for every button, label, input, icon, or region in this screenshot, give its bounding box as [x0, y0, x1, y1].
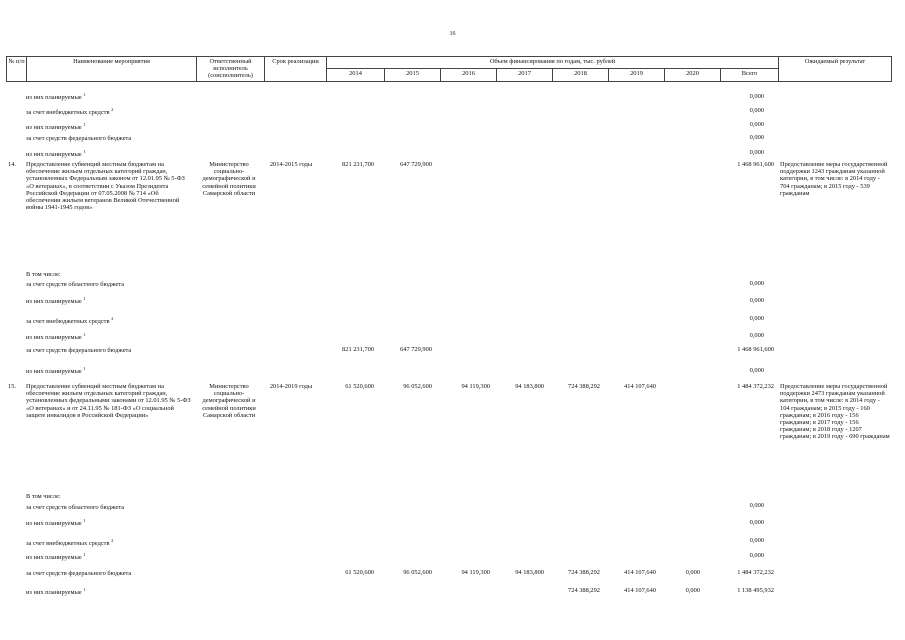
item-14-row-total: 0,000 [749, 280, 764, 287]
item-14-total: 1 468 961,600 [737, 161, 774, 168]
item-15-planned-2018: 724 388,292 [568, 587, 600, 594]
item-14-2014: 821 231,700 [342, 161, 374, 168]
item-14-including: В том числе: [26, 271, 61, 278]
header-year-2014: 2014 [327, 69, 385, 81]
item-15-fed-label: за счет средств федерального бюджета [26, 570, 132, 577]
item-14-row-total: 1 468 961,600 [737, 346, 774, 353]
item-15-row-label: из них планируемые $^1$ [26, 518, 86, 527]
header-result: Ожидаемый результат [779, 57, 892, 82]
top-row-label: за счет средств федерального бюджета [26, 135, 132, 142]
table-header [6, 56, 892, 82]
header-year-2015: 2015 [385, 69, 441, 81]
item-15-2014: 61 520,600 [345, 383, 374, 390]
item-14-term: 2014-2015 годы [269, 161, 313, 168]
item-15-name: Предоставление субвенций местным бюджетам на обеспечение жильем отдельных категорий граждан, установленных федеральными законами от 12.01.95 № 5-ФЗ «О ветеранах» и от 24.11.95 № 181-ФЗ «О социальной защите инвалидов в Российской Федерации» [26, 383, 191, 419]
header-year-2020: 2020 [665, 69, 721, 81]
top-row-total: 0,000 [749, 121, 764, 128]
item-15-row-label: за счет внебюджетных средств $^2$ [26, 538, 114, 547]
item-15-fed-2019: 414 107,640 [624, 569, 656, 576]
item-15-2016: 94 119,300 [461, 383, 490, 390]
top-row-label: из них планируемые $^1$ [26, 149, 86, 158]
item-14-row-2014: 821 231,700 [342, 346, 374, 353]
top-row-label: за счет внебюджетных средств $^2$ [26, 107, 114, 116]
item-15-fed-2014: 61 520,600 [345, 569, 374, 576]
top-row-total: 0,000 [749, 149, 764, 156]
item-15-2015: 96 052,600 [403, 383, 432, 390]
header-total: Всего [721, 69, 779, 81]
item-14-result: Предоставление меры государственной поддержки 1243 гражданам указанной категории, в том числе: в 2014 году - 704 гражданам; в 2015 году - 539 гражданам [780, 161, 888, 197]
page-number: 16 [449, 31, 456, 37]
item-14-number: 14. [8, 161, 16, 168]
header-executor: Ответственный исполнитель (соисполнитель) [197, 57, 265, 82]
item-15-fed-2018: 724 388,292 [568, 569, 600, 576]
item-15-executor: Министерство социально-демографической и семейной политики Самарской области [202, 383, 256, 419]
item-14-executor: Министерство социально-демографической и семейной политики Самарской области [202, 161, 256, 197]
item-15-row-total: 0,000 [749, 552, 764, 559]
item-15-total: 1 484 372,232 [737, 383, 774, 390]
item-15-planned-total: 1 138 495,932 [737, 587, 774, 594]
item-14-row-label: из них планируемые $^1$ [26, 296, 86, 305]
item-15-term: 2014-2019 годы [269, 383, 313, 390]
item-14-row-total: 0,000 [749, 367, 764, 374]
header-no: № п/п [7, 57, 27, 82]
item-15-row-label: из них планируемые $^1$ [26, 552, 86, 561]
item-14-row-total: 0,000 [749, 332, 764, 339]
item-15-result: Предоставление меры государственной поддержки 2473 гражданам указанной категории, в том числе: в 2014 году - 104 гражданам; в 2015 году - 160 гражданам; в 2016 году - 156 гражданам; в 2017 году - 156 гражданам; в 2018 году - 1207 гражданам; в 2019 году - 690 гражданам [780, 383, 890, 441]
item-15-planned-2020: 0,000 [685, 587, 700, 594]
item-15-row-total: 0,000 [749, 502, 764, 509]
item-14-row-label: за счет внебюджетных средств $^2$ [26, 316, 114, 325]
item-15-fed-2015: 96 052,600 [403, 569, 432, 576]
item-15-planned-label: из них планируемые $^1$ [26, 587, 86, 596]
top-row-total: 0,000 [749, 134, 764, 141]
header-term: Срок реализации [265, 57, 327, 82]
header-name: Наименование мероприятия [27, 57, 197, 82]
header-year-2019: 2019 [609, 69, 665, 81]
item-15-row-total: 0,000 [749, 537, 764, 544]
header-financing: Объем финансирования по годам, тыс. рублей [327, 57, 779, 69]
item-14-row-total: 0,000 [749, 297, 764, 304]
header-year-2017: 2017 [497, 69, 553, 81]
item-15-fed-2016: 94 119,300 [461, 569, 490, 576]
item-14-row-label: из них планируемые $^1$ [26, 332, 86, 341]
top-row-total: 0,000 [749, 107, 764, 114]
top-row-label: из них планируемые $^1$ [26, 92, 86, 101]
item-15-including: В том числе: [26, 493, 61, 500]
item-15-2018: 724 388,292 [568, 383, 600, 390]
item-15-row-total: 0,000 [749, 519, 764, 526]
top-row-label: из них планируемые $^1$ [26, 122, 86, 131]
item-14-row-label: за счет средств федерального бюджета [26, 347, 132, 354]
item-14-row-2015: 647 729,900 [400, 346, 432, 353]
item-15-planned-2019: 414 107,640 [624, 587, 656, 594]
header-year-2016: 2016 [441, 69, 497, 81]
item-14-2015: 647 729,900 [400, 161, 432, 168]
item-15-row-label: за счет средств областного бюджета [26, 504, 125, 511]
item-14-name: Предоставление субвенций местным бюджетам на обеспечение жильем отдельных категорий граждан, установленных Федеральным законом от 12.01.95 № 5-ФЗ «О ветеранах», в соответствии с Указом Президента Российской Федерации от 07.05.2008 № 714 «Об обеспечении жильем ветеранов Великой Отечественной войны 1941-1945 годов» [26, 161, 185, 212]
item-15-fed-2020: 0,000 [685, 569, 700, 576]
item-15-2019: 414 107,640 [624, 383, 656, 390]
item-15-2017: 94 183,800 [515, 383, 544, 390]
item-15-fed-total: 1 484 372,232 [737, 569, 774, 576]
item-14-row-label: из них планируемые $^1$ [26, 366, 86, 375]
top-row-total: 0,000 [749, 93, 764, 100]
item-14-row-label: за счет средств областного бюджета [26, 281, 125, 288]
item-15-fed-2017: 94 183,800 [515, 569, 544, 576]
item-14-row-total: 0,000 [749, 315, 764, 322]
header-year-2018: 2018 [553, 69, 609, 81]
item-15-number: 15. [8, 383, 16, 390]
